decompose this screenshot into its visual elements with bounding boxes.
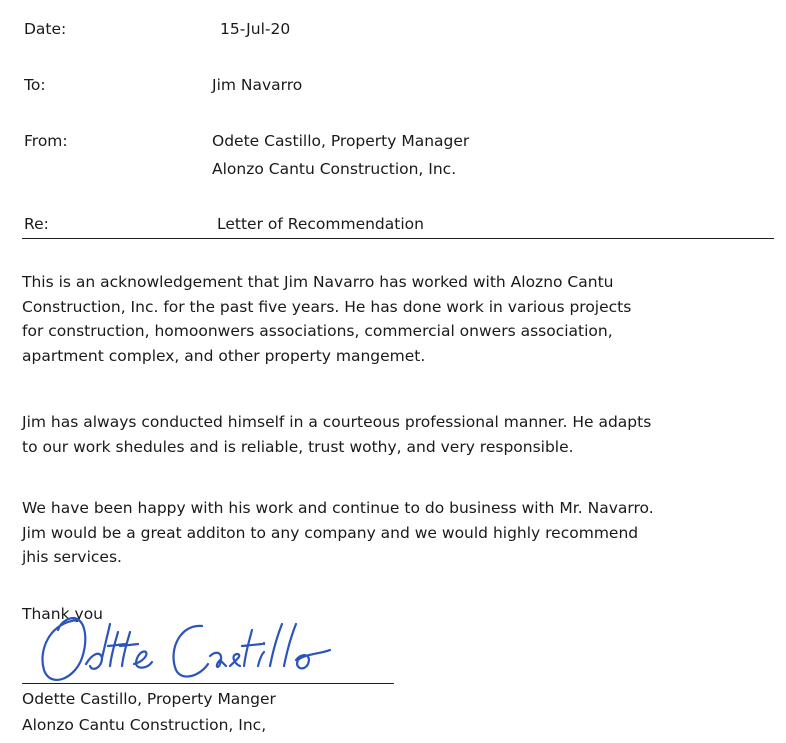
signature-line	[22, 683, 394, 684]
from-name: Odete Castillo, Property Manager	[212, 132, 470, 150]
paragraph-line: for construction, homoonwers associations, commercial onwers association,	[22, 322, 613, 340]
header-divider	[22, 238, 774, 239]
paragraph-line: to our work shedules and is reliable, trust wothy, and very responsible.	[22, 437, 574, 456]
paragraph-line: Jim has always conducted himself in a courteous professional manner. He adapts	[22, 413, 652, 431]
closing-thanks: Thank you	[22, 605, 103, 623]
paragraph-3	[22, 496, 772, 570]
from-label: From:	[24, 132, 68, 150]
signer-name: Odette Castillo, Property Manger	[22, 690, 276, 708]
to-value: Jim Navarro	[212, 76, 303, 94]
date-value: 15-Jul-20	[220, 20, 291, 38]
to-label: To:	[24, 76, 46, 94]
re-label: Re:	[24, 215, 49, 233]
paragraph-line: jhis services.	[22, 548, 122, 566]
paragraph-line: This is an acknowledgement that Jim Navarro has worked with Alozno Cantu	[22, 273, 614, 291]
paragraph-1	[22, 270, 772, 368]
paragraph-line: Construction, Inc. for the past five years. He has done work in various projects	[22, 297, 632, 316]
handwritten-signature	[30, 610, 360, 692]
from-company: Alonzo Cantu Construction, Inc.	[212, 160, 457, 178]
re-subject: Letter of Recommendation	[217, 215, 424, 233]
paragraph-line: apartment complex, and other property mangemet.	[22, 346, 426, 365]
paragraph-line: Jim would be a great additon to any company and we would highly recommend	[22, 523, 639, 542]
signer-company: Alonzo Cantu Construction, Inc,	[22, 716, 267, 734]
paragraph-line: We have been happy with his work and continue to do business with Mr. Navarro.	[22, 499, 654, 517]
paragraph-2	[22, 410, 772, 459]
date-label: Date:	[24, 20, 67, 38]
